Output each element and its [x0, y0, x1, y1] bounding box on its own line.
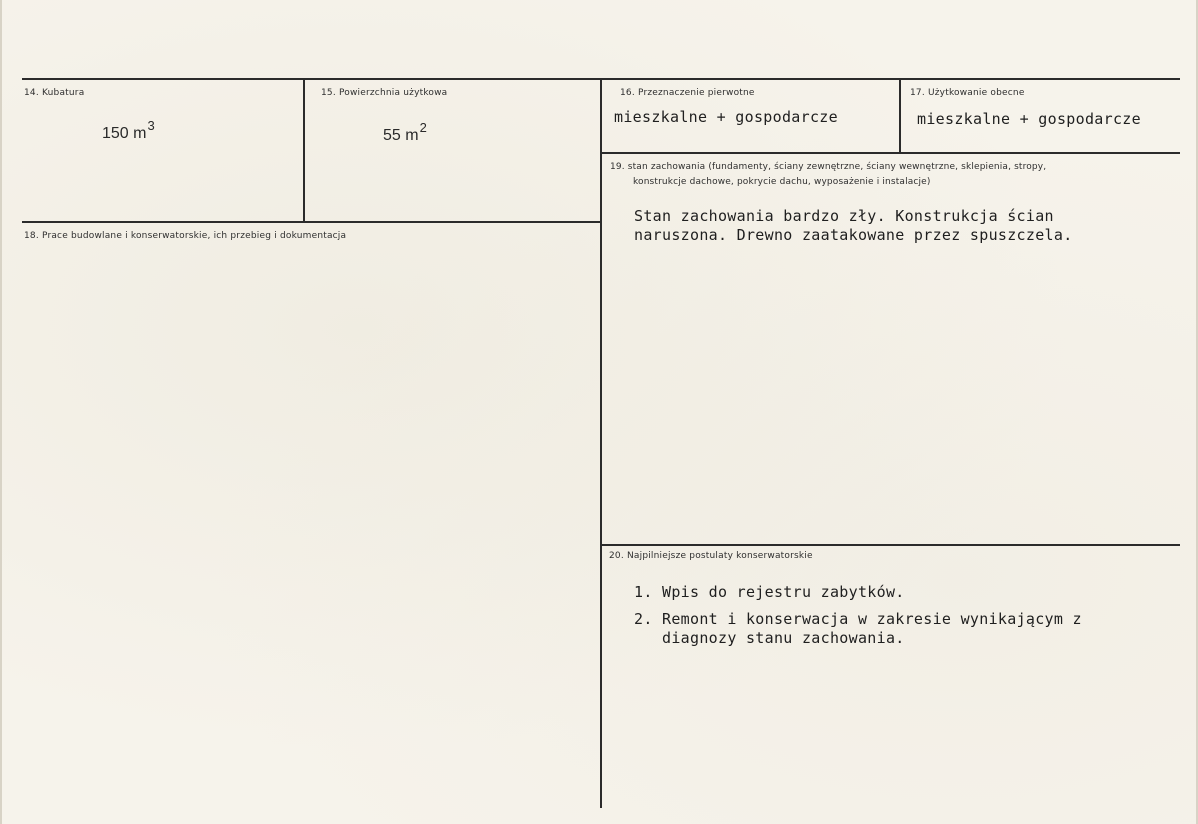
list-item-line-1: Remont i konserwacja w zakresie wynikającym z [662, 610, 1082, 628]
list-item-text [662, 583, 1154, 602]
list-item-line-1: Wpis do rejestru zabytków. [662, 583, 905, 601]
field-17-value: mieszkalne + gospodarcze [917, 110, 1141, 128]
list-item-number: 2. [634, 610, 653, 628]
field-16-value: mieszkalne + gospodarcze [614, 108, 838, 126]
list-item-number: 1. [634, 583, 653, 601]
field-15-label: 15. Powierzchnia użytkowa [321, 88, 448, 98]
field-17-label: 17. Użytkowanie obecne [910, 88, 1025, 98]
divider-left-right [600, 80, 602, 808]
field-19-text-line-2: naruszona. Drewno zaatakowane przez spuszczela. [634, 226, 1073, 244]
field-15-value [383, 120, 427, 145]
field-19-label [610, 160, 1170, 190]
list-item [634, 583, 1154, 602]
field-14-unit: m [133, 125, 147, 142]
field-20-label: 20. Najpilniejsze postulaty konserwatorskie [609, 551, 813, 561]
field-14-number: 150 [102, 125, 129, 142]
rule-below-14-15 [22, 221, 602, 223]
field-19-text-line-1: Stan zachowania bardzo zły. Konstrukcja ścian [634, 207, 1054, 225]
field-15-unit-exponent: 2 [419, 120, 427, 135]
field-14-label: 14. Kubatura [24, 88, 85, 98]
rule-below-16-17 [602, 152, 1180, 154]
field-14-unit-exponent: 3 [147, 118, 155, 133]
field-20-list [634, 583, 1154, 656]
field-14-value [102, 118, 155, 143]
field-19-label-line-2: konstrukcje dachowe, pokrycie dachu, wyposażenie i instalacje) [633, 177, 931, 187]
field-19-text [634, 207, 1073, 245]
list-item-line-2: diagnozy stanu zachowania. [662, 629, 905, 647]
divider-14-15 [303, 80, 305, 222]
divider-16-17 [899, 80, 901, 153]
list-item-text [662, 610, 1154, 648]
list-item [634, 610, 1154, 648]
field-15-number: 55 [383, 127, 401, 144]
field-19-label-line-1: 19. stan zachowania (fundamenty, ściany zewnętrzne, ściany wewnętrzne, sklepienia, stropy, [610, 162, 1047, 172]
rule-above-20 [602, 544, 1180, 546]
field-18-label: 18. Prace budowlane i konserwatorskie, ich przebieg i dokumentacja [24, 231, 347, 241]
field-16-label: 16. Przeznaczenie pierwotne [620, 88, 755, 98]
field-15-unit: m [405, 127, 419, 144]
